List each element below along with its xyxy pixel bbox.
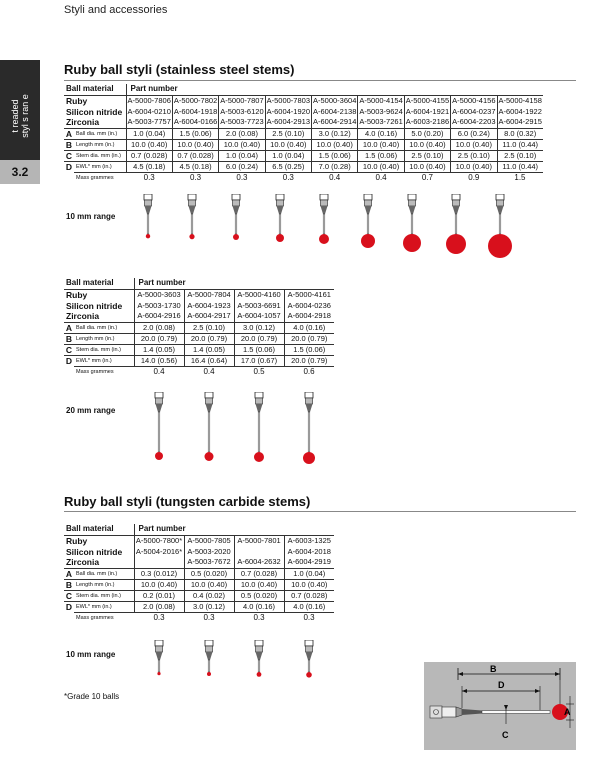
dim-desc-c: Stem dia. mm (in.) xyxy=(74,590,134,601)
dim-value-c: 0.2 (0.01) xyxy=(134,590,184,601)
dim-value-a: 4.0 (0.16) xyxy=(358,128,404,139)
dim-value-c: 1.0 (0.04) xyxy=(265,150,311,161)
dim-letter-a: A xyxy=(65,128,73,139)
part-number-ruby: A-5000-4158 xyxy=(498,95,542,105)
part-number-zirconia: A-5003-7757 xyxy=(127,117,171,127)
dim-letter-b: B xyxy=(65,579,73,590)
dim-desc-d: EWL* mm (in.) xyxy=(74,161,126,172)
ruby-ball xyxy=(254,452,264,462)
dim-letter-b: B xyxy=(65,333,73,344)
mass-value: 0.3 xyxy=(234,612,284,623)
mass-value: 0.6 xyxy=(284,366,334,377)
stylus-drawing xyxy=(265,194,295,246)
dim-value-a: 2.5 (0.10) xyxy=(265,128,311,139)
dim-value-b: 11.0 (0.44) xyxy=(497,139,543,150)
dim-value-b: 10.0 (0.40) xyxy=(134,579,184,590)
stylus-drawing xyxy=(144,392,174,464)
mass-value: 0.4 xyxy=(358,172,404,183)
dim-value-d: 11.0 (0.44) xyxy=(497,161,543,172)
part-number-silicon_nitride: A-5003-2020 xyxy=(184,546,234,557)
part-number-ruby: A-5000-4156 xyxy=(452,95,496,105)
part-number-ruby: A-5000-7803 xyxy=(266,95,310,105)
mass-label: Mass grammes xyxy=(74,366,134,377)
dim-value-a: 0.7 (0.028) xyxy=(234,568,284,579)
dim-value-c: 1.5 (0.06) xyxy=(284,344,334,355)
dim-letter-d: D xyxy=(65,355,73,366)
dim-value-d: 7.0 (0.28) xyxy=(312,161,358,172)
part-number-ruby: A-5000-4160 xyxy=(234,289,284,300)
stylus-drawing xyxy=(294,640,324,682)
dim-value-c: 0.7 (0.028) xyxy=(172,150,218,161)
dim-label-d: D xyxy=(498,680,505,690)
dim-value-c: 0.7 (0.028) xyxy=(126,150,172,161)
dim-value-a: 2.5 (0.10) xyxy=(184,322,234,333)
dim-value-c: 0.4 (0.02) xyxy=(184,590,234,601)
stylus-drawing xyxy=(309,194,339,248)
ruby-ball xyxy=(303,452,315,464)
dimension-diagram-svg xyxy=(424,662,576,750)
dim-value-d: 4.5 (0.18) xyxy=(126,161,172,172)
dim-value-a: 3.0 (0.12) xyxy=(234,322,284,333)
part-number-zirconia: A-6004-2913 xyxy=(266,117,310,127)
dim-value-d: 4.5 (0.18) xyxy=(172,161,218,172)
dim-letter-c: C xyxy=(65,150,73,161)
stylus-drawing xyxy=(294,392,324,468)
part-number-ruby: A-5000-3603 xyxy=(134,289,184,300)
mass-value: 0.3 xyxy=(172,172,218,183)
dim-value-c: 1.4 (0.05) xyxy=(184,344,234,355)
range-label: 10 mm range xyxy=(66,650,116,659)
dim-value-a: 5.0 (0.20) xyxy=(404,128,450,139)
part-number-ruby: A-5000-4155 xyxy=(405,95,450,105)
part-number-zirconia: A-5003-7261 xyxy=(359,117,403,127)
ball-material-label: Ball material xyxy=(64,524,134,535)
part-number-ruby: A-5000-4161 xyxy=(284,289,334,300)
dim-value-c: 2.5 (0.10) xyxy=(451,150,497,161)
dim-desc-b: Length mm (in.) xyxy=(74,139,126,150)
part-number-ruby: A-5000-7804 xyxy=(184,289,234,300)
dim-value-a: 8.0 (0.32) xyxy=(497,128,543,139)
part-number-silicon_nitride: A-6004-1921 xyxy=(405,106,450,116)
ruby-ball xyxy=(319,234,329,244)
side-tab-line-1: t readed xyxy=(10,99,20,133)
dim-value-c: 1.5 (0.06) xyxy=(312,150,358,161)
stylus-drawing xyxy=(485,194,515,262)
material-zirconia: Zirconia xyxy=(66,311,100,322)
part-number-zirconia: A-6004-2914 xyxy=(313,117,357,127)
dim-value-b: 10.0 (0.40) xyxy=(126,139,172,150)
dim-value-b: 20.0 (0.79) xyxy=(184,333,234,344)
dim-value-b: 10.0 (0.40) xyxy=(265,139,311,150)
dim-value-b: 10.0 (0.40) xyxy=(172,139,218,150)
dim-value-d: 10.0 (0.40) xyxy=(358,161,404,172)
dim-value-a: 6.0 (0.24) xyxy=(451,128,497,139)
stylus-drawing xyxy=(441,194,471,258)
mass-value: 0.3 xyxy=(184,612,234,623)
mass-value: 0.4 xyxy=(312,172,358,183)
dim-value-a: 2.0 (0.08) xyxy=(134,322,184,333)
dim-value-d: 4.0 (0.16) xyxy=(234,601,284,612)
part-number-zirconia: A-6004-2917 xyxy=(184,311,234,322)
dim-desc-b: Length mm (in.) xyxy=(74,333,134,344)
mass-value: 0.4 xyxy=(134,366,184,377)
ruby-ball xyxy=(446,234,466,254)
dim-value-c: 1.4 (0.05) xyxy=(134,344,184,355)
stylus-drawing xyxy=(397,194,427,256)
mass-value: 1.5 xyxy=(497,172,543,183)
ruby-ball xyxy=(189,234,194,239)
dim-letter-d: D xyxy=(65,601,73,612)
ruby-ball xyxy=(361,234,375,248)
part-number-ruby: A-5000-4154 xyxy=(359,95,403,105)
dim-desc-a: Ball dia. mm (in.) xyxy=(74,322,134,333)
part-number-silicon_nitride: A-5003-6691 xyxy=(234,300,284,311)
mass-value: 0.9 xyxy=(451,172,497,183)
material-ruby: Ruby xyxy=(66,535,88,546)
stylus-drawing xyxy=(194,392,224,465)
dim-desc-a: Ball dia. mm (in.) xyxy=(74,128,126,139)
side-tab-text xyxy=(10,76,30,156)
dim-value-b: 10.0 (0.40) xyxy=(312,139,358,150)
part-number-silicon_nitride: A-6004-1923 xyxy=(184,300,234,311)
ruby-ball xyxy=(257,672,262,677)
dim-value-d: 4.0 (0.16) xyxy=(284,601,334,612)
dim-value-a: 2.0 (0.08) xyxy=(219,128,265,139)
stylus-drawing xyxy=(177,194,207,243)
part-number-silicon_nitride: A-5004-2016* xyxy=(135,546,183,556)
stylus-drawing xyxy=(353,194,383,252)
dim-value-d: 3.0 (0.12) xyxy=(184,601,234,612)
part-number-zirconia: A-6004-2919 xyxy=(284,557,334,568)
dim-value-a: 1.5 (0.06) xyxy=(172,128,218,139)
dim-value-c: 1.5 (0.06) xyxy=(358,150,404,161)
range-label: 10 mm range xyxy=(66,212,116,221)
ruby-ball xyxy=(306,672,312,678)
range-label: 20 mm range xyxy=(66,406,116,415)
dim-desc-b: Length mm (in.) xyxy=(74,579,134,590)
part-number-silicon_nitride: A-6004-1920 xyxy=(266,106,310,116)
part-number-ruby: A-5000-3604 xyxy=(313,95,357,105)
part-number-silicon_nitride xyxy=(234,546,284,557)
ruby-ball xyxy=(233,234,239,240)
dim-value-b: 10.0 (0.40) xyxy=(451,139,497,150)
dim-desc-a: Ball dia. mm (in.) xyxy=(74,568,134,579)
dimension-diagram xyxy=(424,662,576,750)
stylus-drawing xyxy=(244,640,274,681)
dim-letter-c: C xyxy=(65,344,73,355)
part-number-silicon_nitride: A-6004-0236 xyxy=(284,300,334,311)
dim-value-b: 10.0 (0.40) xyxy=(184,579,234,590)
stylus-drawing xyxy=(144,640,174,679)
part-number-zirconia: A-6004-0166 xyxy=(173,117,218,127)
ruby-ball xyxy=(205,452,214,461)
dim-value-d: 20.0 (0.79) xyxy=(284,355,334,366)
section-title-tungsten: Ruby ball styli (tungsten carbide stems) xyxy=(64,494,311,509)
mass-value: 0.7 xyxy=(404,172,450,183)
part-number-silicon_nitride: A-5003-9624 xyxy=(359,106,403,116)
dim-label-c: C xyxy=(502,730,509,740)
dim-value-d: 14.0 (0.56) xyxy=(134,355,184,366)
page-header: Styli and accessories xyxy=(64,4,168,16)
dim-value-d: 6.5 (0.25) xyxy=(265,161,311,172)
dim-letter-b: B xyxy=(65,139,73,150)
ruby-ball xyxy=(157,672,160,675)
material-silicon_nitride: Silicon nitride xyxy=(66,546,123,557)
material-ruby: Ruby xyxy=(66,289,88,300)
dim-value-b: 10.0 (0.40) xyxy=(284,579,334,590)
dim-desc-d: EWL* mm (in.) xyxy=(74,355,134,366)
material-zirconia: Zirconia xyxy=(66,117,100,128)
mass-value: 0.3 xyxy=(126,172,172,183)
part-number-silicon_nitride: A-6004-2018 xyxy=(284,546,334,557)
part-number-silicon_nitride: A-6004-1922 xyxy=(498,106,542,116)
dim-label-b: B xyxy=(490,664,497,674)
dim-letter-c: C xyxy=(65,590,73,601)
dim-value-d: 6.0 (0.24) xyxy=(219,161,265,172)
dim-value-d: 10.0 (0.40) xyxy=(404,161,450,172)
ruby-ball xyxy=(207,672,211,676)
dim-value-a: 1.0 (0.04) xyxy=(126,128,172,139)
dim-desc-d: EWL* mm (in.) xyxy=(74,601,134,612)
stylus-drawing xyxy=(221,194,251,244)
mass-label: Mass grammes xyxy=(74,612,134,623)
part-number-zirconia: A-6004-2632 xyxy=(234,557,284,568)
dim-letter-a: A xyxy=(65,322,73,333)
dim-value-b: 10.0 (0.40) xyxy=(404,139,450,150)
section-number: 3.2 xyxy=(0,160,40,184)
part-number-label: Part number xyxy=(134,278,334,289)
ruby-ball xyxy=(155,452,163,460)
dim-value-a: 0.3 (0.012) xyxy=(134,568,184,579)
part-number-label: Part number xyxy=(126,84,543,95)
section-rule-2 xyxy=(64,511,576,512)
dim-value-b: 10.0 (0.40) xyxy=(219,139,265,150)
part-number-zirconia: A-6004-1057 xyxy=(234,311,284,322)
dim-value-c: 1.5 (0.06) xyxy=(234,344,284,355)
dim-desc-c: Stem dia. mm (in.) xyxy=(74,150,126,161)
dim-value-b: 20.0 (0.79) xyxy=(134,333,184,344)
part-number-ruby: A-5000-7806 xyxy=(127,95,171,105)
part-number-silicon_nitride: A-5003-1730 xyxy=(134,300,184,311)
part-number-ruby: A-6003-1325 xyxy=(284,535,334,546)
ball-material-label: Ball material xyxy=(64,278,134,289)
part-number-zirconia: A-6004-2916 xyxy=(134,311,184,322)
dim-value-b: 20.0 (0.79) xyxy=(234,333,284,344)
dim-value-d: 10.0 (0.40) xyxy=(451,161,497,172)
part-number-silicon_nitride: A-5003-6120 xyxy=(220,106,264,116)
dim-value-a: 0.5 (0.020) xyxy=(184,568,234,579)
part-number-ruby: A-5000-7800* xyxy=(135,535,183,545)
mass-value: 0.3 xyxy=(134,612,184,623)
mass-value: 0.3 xyxy=(284,612,334,623)
footnote: *Grade 10 balls xyxy=(64,692,120,701)
ball-material-label: Ball material xyxy=(64,84,126,95)
part-number-zirconia: A-6004-2915 xyxy=(498,117,542,127)
dim-value-d: 17.0 (0.67) xyxy=(234,355,284,366)
ruby-ball xyxy=(146,234,150,238)
part-number-zirconia: A-6003-2186 xyxy=(405,117,450,127)
dim-value-c: 2.5 (0.10) xyxy=(404,150,450,161)
dim-letter-d: D xyxy=(65,161,73,172)
section-title-stainless: Ruby ball styli (stainless steel stems) xyxy=(64,62,295,77)
dim-value-d: 16.4 (0.64) xyxy=(184,355,234,366)
part-number-zirconia: A-6004-2918 xyxy=(284,311,334,322)
mass-value: 0.3 xyxy=(265,172,311,183)
part-number-silicon_nitride: A-6004-0210 xyxy=(127,106,171,116)
dim-value-b: 10.0 (0.40) xyxy=(234,579,284,590)
mass-value: 0.4 xyxy=(184,366,234,377)
ruby-ball xyxy=(403,234,421,252)
material-zirconia: Zirconia xyxy=(66,557,100,568)
material-silicon_nitride: Silicon nitride xyxy=(66,106,123,117)
ruby-ball xyxy=(276,234,284,242)
dim-value-a: 3.0 (0.12) xyxy=(312,128,358,139)
dim-value-c: 0.7 (0.028) xyxy=(284,590,334,601)
part-number-ruby: A-5000-7801 xyxy=(234,535,284,546)
dim-value-b: 20.0 (0.79) xyxy=(284,333,334,344)
material-silicon_nitride: Silicon nitride xyxy=(66,300,123,311)
dim-value-a: 4.0 (0.16) xyxy=(284,322,334,333)
part-number-silicon_nitride: A-6004-2138 xyxy=(313,106,357,116)
part-number-zirconia: A-5003-7723 xyxy=(220,117,264,127)
dim-label-a: A xyxy=(564,707,571,717)
part-number-silicon_nitride: A-6004-1918 xyxy=(173,106,218,116)
stylus-drawing xyxy=(194,640,224,680)
part-number-ruby: A-5000-7802 xyxy=(173,95,218,105)
dim-value-c: 1.0 (0.04) xyxy=(219,150,265,161)
part-number-ruby: A-5000-7805 xyxy=(184,535,234,546)
side-tab-line-2: styl s ran e xyxy=(20,94,30,138)
dim-value-c: 0.5 (0.020) xyxy=(234,590,284,601)
part-number-zirconia: A-6004-2203 xyxy=(452,117,496,127)
part-number-silicon_nitride: A-6004-0237 xyxy=(452,106,496,116)
ruby-ball xyxy=(488,234,512,258)
part-number-ruby: A-5000-7807 xyxy=(220,95,264,105)
section-rule-1 xyxy=(64,80,576,81)
dim-value-b: 10.0 (0.40) xyxy=(358,139,404,150)
part-number-label: Part number xyxy=(134,524,334,535)
stylus-drawing xyxy=(244,392,274,466)
mass-value: 0.5 xyxy=(234,366,284,377)
mass-label: Mass grammes xyxy=(74,172,126,183)
dim-value-a: 1.0 (0.04) xyxy=(284,568,334,579)
part-number-zirconia xyxy=(134,557,184,568)
material-ruby: Ruby xyxy=(66,95,88,106)
dim-value-c: 2.5 (0.10) xyxy=(497,150,543,161)
dim-desc-c: Stem dia. mm (in.) xyxy=(74,344,134,355)
stylus-drawing xyxy=(133,194,163,242)
mass-value: 0.3 xyxy=(219,172,265,183)
dim-value-d: 2.0 (0.08) xyxy=(134,601,184,612)
dim-letter-a: A xyxy=(65,568,73,579)
part-number-zirconia: A-5003-7672 xyxy=(184,557,234,568)
